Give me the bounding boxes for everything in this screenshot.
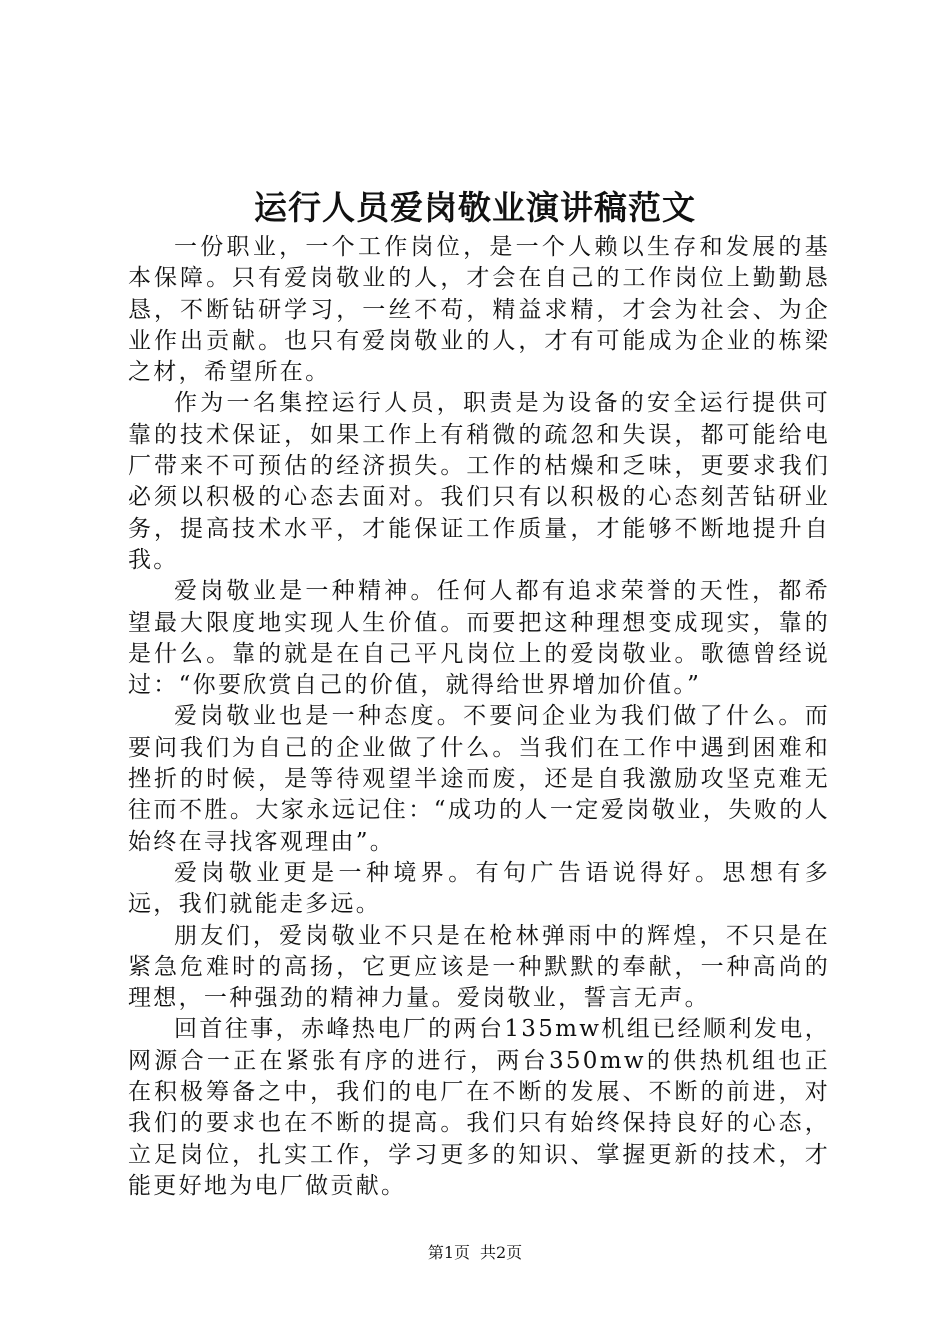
total-pages: 共2页 — [480, 1243, 523, 1262]
paragraph: 爱岗敬业更是一种境界。有句广告语说得好。思想有多远，我们就能走多远。 — [128, 859, 830, 918]
page-indicator: 第1页 — [427, 1243, 470, 1262]
paragraph: 爱岗敬业是一种精神。任何人都有追求荣誉的天性，都希望最大限度地实现人生价值。而要把这种理想变成现实，靠的是什么。靠的就是在自己平凡岗位上的爱岗敬业。歌德曾经说过：“你要欣赏自己的价值，就得给世界增加价值。” — [128, 578, 830, 699]
page-footer — [0, 1241, 950, 1265]
page-title: 运行人员爱岗敬业演讲稿范文 — [254, 188, 696, 227]
paragraph: 一份职业，一个工作岗位，是一个人赖以生存和发展的基本保障。只有爱岗敬业的人，才会在自己的工作岗位上勤勤恳恳，不断钻研学习，一丝不苟，精益求精，才会为社会、为企业作出贡献。也只有爱岗敬业的人，才有可能成为企业的栋梁之材，希望所在。 — [128, 234, 830, 386]
paragraph: 回首往事，赤峰热电厂的两台135mw机组已经顺利发电，网源合一正在紧张有序的进行，两台350mw的供热机组也正在积极筹备之中，我们的电厂在不断的发展、不断的前进，对我们的要求也在不断的提高。我们只有始终保持良好的心态，立足岗位，扎实工作，学习更多的知识、掌握更新的技术，才能更好地为电厂做贡献。 — [128, 1016, 830, 1199]
document-body — [128, 232, 830, 1202]
paragraph: 爱岗敬业也是一种态度。不要问企业为我们做了什么。而要问我们为自己的企业做了什么。当我们在工作中遇到困难和挫折的时候，是等待观望半途而废，还是自我激励攻坚克难无往而不胜。大家永远记住：“成功的人一定爱岗敬业，失败的人始终在寻找客观理由”。 — [128, 703, 830, 855]
paragraph: 作为一名集控运行人员，职责是为设备的安全运行提供可靠的技术保证，如果工作上有稍微的疏忽和失误，都可能给电厂带来不可预估的经济损失。工作的枯燥和乏味，更要求我们必须以积极的心态去面对。我们只有以积极的心态刻苦钻研业务，提高技术水平，才能保证工作质量，才能够不断地提升自我。 — [128, 390, 830, 573]
paragraph: 朋友们，爱岗敬业不只是在枪林弹雨中的辉煌，不只是在紧急危难时的高扬，它更应该是一种默默的奉献，一种高尚的理想，一种强劲的精神力量。爱岗敬业，誓言无声。 — [128, 922, 830, 1012]
